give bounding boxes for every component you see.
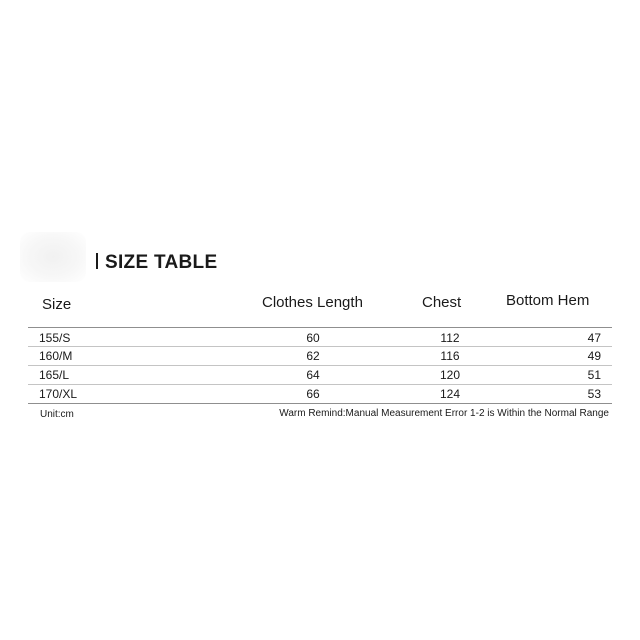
cell-bottom-hem: 47: [587, 331, 601, 345]
cell-size: 170/XL: [39, 387, 78, 401]
table-row: [0, 366, 640, 384]
cell-chest: 112: [440, 331, 460, 345]
header-divider: [28, 327, 612, 328]
table-row: [0, 385, 640, 403]
title-text: SIZE TABLE: [105, 252, 218, 273]
title-accent-bar: [96, 253, 98, 269]
cell-clothes-length: 62: [306, 349, 320, 363]
header-bottom-hem: Bottom Hem: [506, 292, 590, 309]
header-chest: Chest: [422, 294, 462, 311]
cell-clothes-length: 64: [306, 368, 320, 382]
cell-chest: 116: [440, 349, 460, 363]
blurred-logo-area: [20, 232, 86, 282]
cell-clothes-length: 66: [306, 387, 320, 401]
unit-note: Unit:cm: [40, 409, 74, 420]
cell-bottom-hem: 49: [587, 349, 601, 363]
cell-clothes-length: 60: [306, 331, 320, 345]
cell-bottom-hem: 51: [587, 368, 601, 382]
header-clothes-length: Clothes Length: [262, 294, 363, 311]
header-size: Size: [42, 296, 72, 313]
table-row: [0, 329, 640, 347]
cell-size: 165/L: [39, 368, 70, 382]
cell-size: 160/M: [39, 349, 73, 363]
table-row: [0, 347, 640, 365]
measurement-remind-note: Warm Remind:Manual Measurement Error 1-2 is Within the Normal Range: [279, 408, 609, 419]
cell-chest: 120: [439, 368, 461, 382]
size-table-title: [96, 250, 217, 276]
cell-bottom-hem: 53: [587, 387, 601, 401]
table-bottom-border: [28, 403, 612, 404]
cell-chest: 124: [439, 387, 461, 401]
cell-size: 155/S: [39, 331, 71, 345]
